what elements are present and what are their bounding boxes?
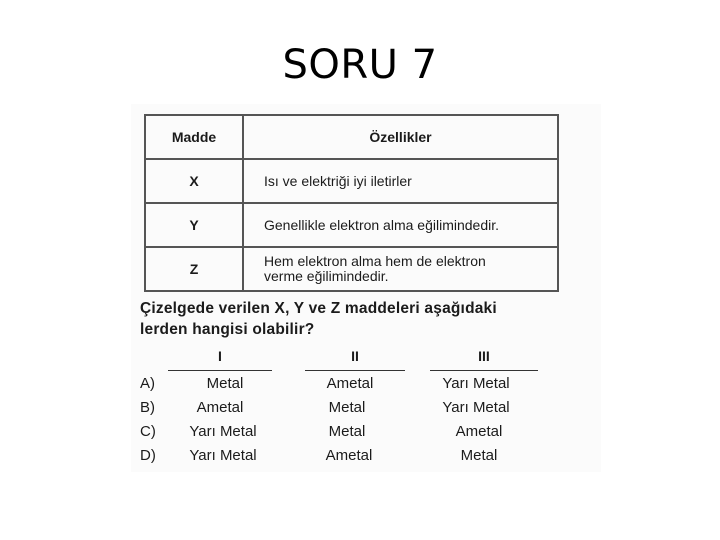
option-b-col-ii: Metal xyxy=(328,399,366,416)
option-d-col-i: Yarı Metal xyxy=(189,447,257,464)
slide-title: SORU 7 xyxy=(282,42,438,88)
table-row xyxy=(145,159,558,203)
row-y-madde: Y xyxy=(145,203,243,247)
column-header-iii: III xyxy=(478,348,490,364)
row-x-ozellik: Isı ve elektriği iyi iletirler xyxy=(243,159,558,203)
column-underline xyxy=(168,370,272,371)
column-header-i: I xyxy=(218,348,222,364)
option-b-col-i: Ametal xyxy=(196,399,244,416)
row-z-ozellik-line2: verme eğilimindedir. xyxy=(264,268,389,284)
question-line2: lerden hangisi olabilir? xyxy=(140,321,315,338)
option-c-col-iii: Ametal xyxy=(455,423,503,440)
header-ozellikler: Özellikler xyxy=(243,115,558,159)
question-line1: Çizelgede verilen X, Y ve Z maddeleri aşağıdaki xyxy=(140,300,497,317)
option-d-letter[interactable]: D) xyxy=(140,447,156,464)
table-header-row xyxy=(145,115,558,159)
row-z-ozellik xyxy=(243,247,558,291)
option-c-letter[interactable]: C) xyxy=(140,423,156,440)
option-d-col-iii: Metal xyxy=(460,447,498,464)
column-underline xyxy=(430,370,538,371)
row-y-ozellik: Genellikle elektron alma eğilimindedir. xyxy=(243,203,558,247)
option-c-col-ii: Metal xyxy=(328,423,366,440)
option-b-col-iii: Yarı Metal xyxy=(442,399,510,416)
header-madde: Madde xyxy=(145,115,243,159)
question-text xyxy=(140,298,600,340)
option-a-letter[interactable]: A) xyxy=(140,375,155,392)
option-c-col-i: Yarı Metal xyxy=(189,423,257,440)
option-a-col-iii: Yarı Metal xyxy=(442,375,510,392)
row-z-ozellik-line1: Hem elektron alma hem de elektron xyxy=(264,253,486,269)
option-a-col-ii: Ametal xyxy=(326,375,374,392)
column-underline xyxy=(305,370,405,371)
table-row xyxy=(145,203,558,247)
properties-table xyxy=(144,114,559,292)
row-x-madde: X xyxy=(145,159,243,203)
column-header-ii: II xyxy=(351,348,359,364)
option-a-col-i: Metal xyxy=(206,375,244,392)
row-z-madde: Z xyxy=(145,247,243,291)
table-row xyxy=(145,247,558,291)
option-d-col-ii: Ametal xyxy=(325,447,373,464)
option-b-letter[interactable]: B) xyxy=(140,399,155,416)
